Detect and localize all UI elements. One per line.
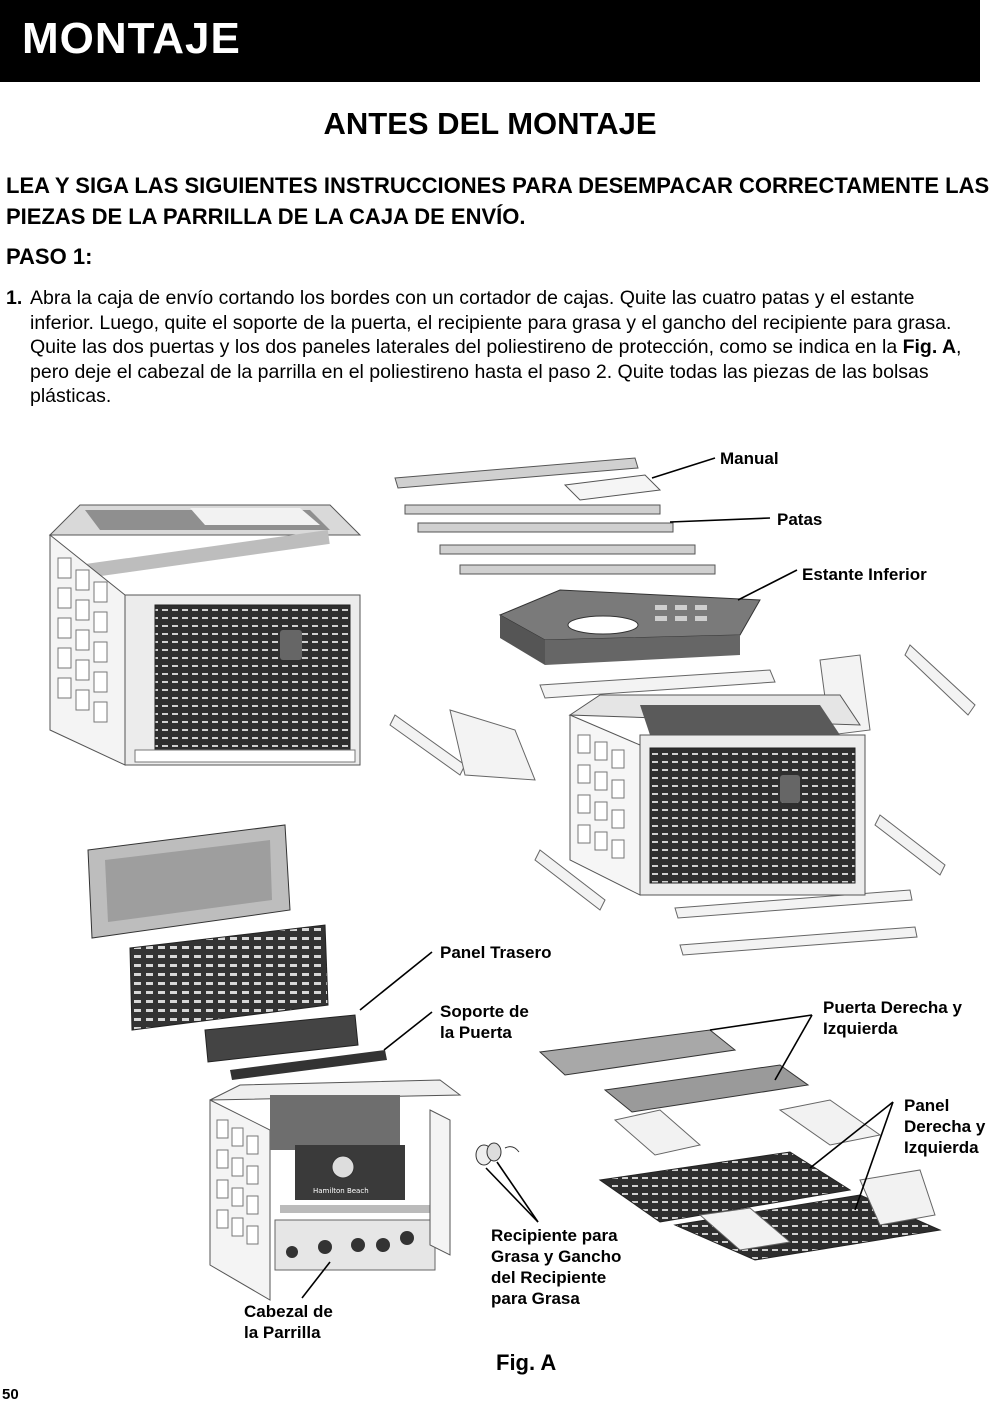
label-soporte-line1: Soporte de	[440, 1002, 529, 1021]
brand-logo: Hamilton Beach	[313, 1187, 369, 1195]
label-panel-line2: Derecha y	[904, 1117, 986, 1136]
page-number: 50	[2, 1386, 19, 1403]
step-number: 1.	[6, 287, 23, 309]
doors-illustration	[540, 1030, 808, 1112]
lead-instructions: LEA Y SIGA LAS SIGUIENTES INSTRUCCIONES PARA DESEMPACAR CORRECTAMENTE LAS PIEZAS DE LA PARRILLA DE LA CAJA DE ENVÍO.	[6, 173, 990, 229]
section-title: ANTES DEL MONTAJE	[323, 106, 657, 141]
label-puerta-line1: Puerta Derecha y	[823, 998, 962, 1017]
step-title: PASO 1:	[6, 244, 93, 269]
figure-a	[0, 430, 1007, 1360]
label-soporte-line2: la Puerta	[440, 1023, 512, 1042]
label-recipiente-line4: para Grasa	[491, 1289, 580, 1308]
label-panel-trasero: Panel Trasero	[440, 943, 552, 962]
label-panel-line1: Panel	[904, 1096, 950, 1115]
header-banner	[0, 0, 980, 82]
boxed-grill-illustration	[50, 505, 360, 765]
page-title: MONTAJE	[22, 14, 241, 63]
label-recipiente-line1: Recipiente para	[491, 1226, 618, 1245]
figure-caption: Fig. A	[496, 1350, 557, 1375]
label-manual: Manual	[720, 449, 779, 468]
label-panel-line3: Izquierda	[904, 1138, 979, 1157]
label-recipiente-line2: Grasa y Gancho	[491, 1247, 622, 1266]
bottom-shelf-illustration	[500, 590, 760, 665]
grill-head-illustration	[210, 1080, 460, 1300]
side-panels-illustration	[600, 1100, 940, 1260]
label-puerta-line2: Izquierda	[823, 1019, 898, 1038]
label-patas: Patas	[777, 510, 823, 529]
opened-box-illustration	[570, 695, 865, 895]
back-panel-illustration	[88, 825, 387, 1080]
fig-reference: Fig. A	[902, 336, 957, 358]
step-text	[30, 286, 976, 409]
step-text-part1: Abra la caja de envío cortando los bordes con un cortador de cajas. Quite las cuatro patas y el estante inferior. Luego, quite el soporte de la puerta, el recipiente para grasa y el gancho del recipiente para grasa. Quite las dos puertas y los dos paneles laterales del poliestireno de protección, como se indica en la	[30, 287, 952, 358]
step-text-part2: , pero deje el cabezal de la parrilla en el poliestireno hasta el paso 2. Quite todas las piezas de las bolsas plásticas.	[30, 336, 962, 407]
label-estante-inferior: Estante Inferior	[802, 565, 927, 584]
label-cabezal-line1: Cabezal de	[244, 1302, 333, 1321]
step-paragraph	[6, 286, 976, 409]
legs-and-manual-illustration	[395, 458, 715, 574]
label-cabezal-line2: la Parrilla	[244, 1323, 321, 1342]
label-recipiente-line3: del Recipiente	[491, 1268, 607, 1287]
